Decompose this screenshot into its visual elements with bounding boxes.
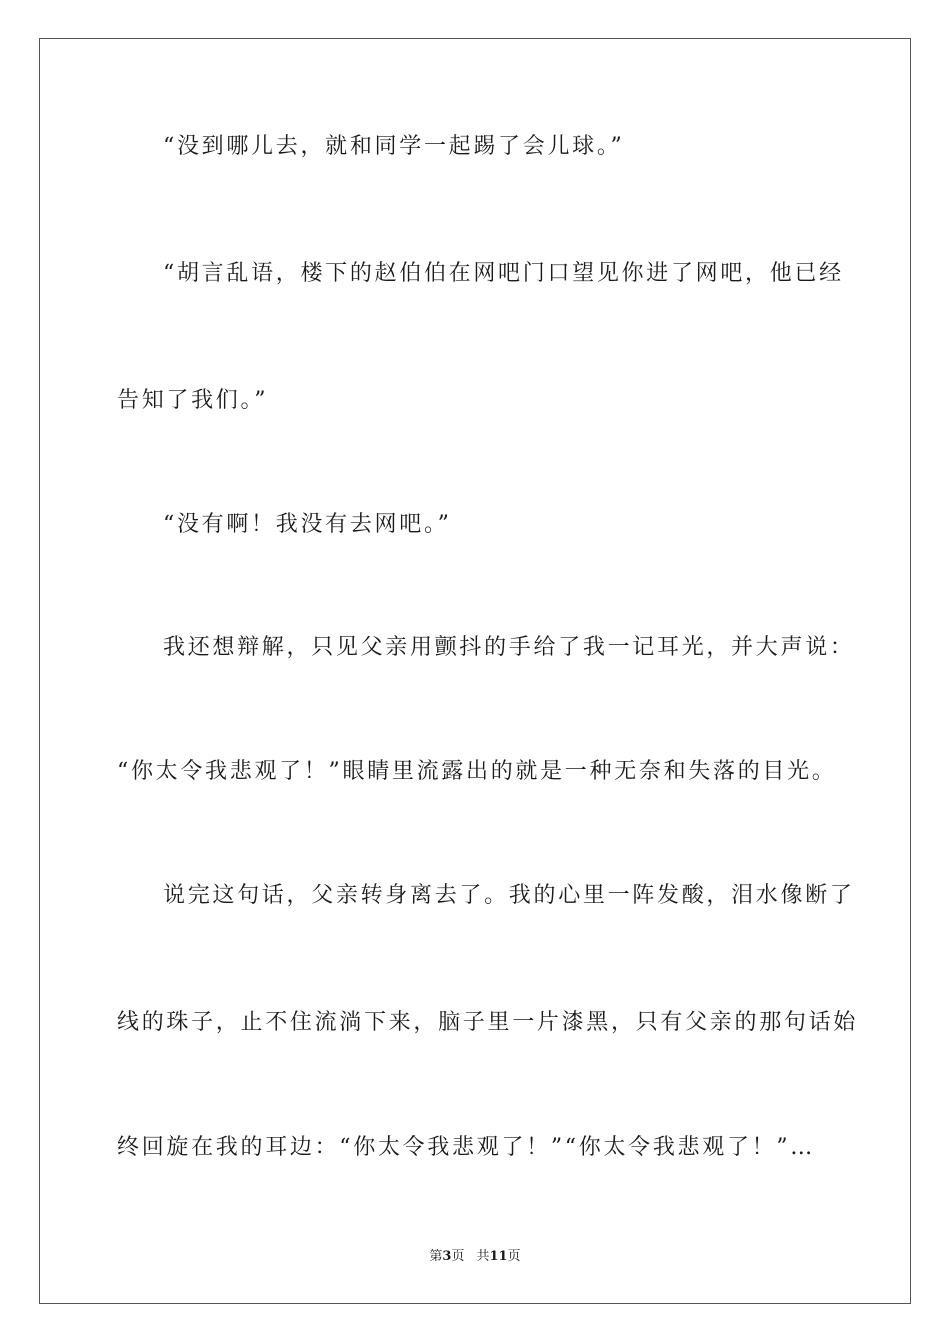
paragraph-line-4: “没有啊！我没有去网吧。” (163, 512, 452, 537)
footer-total-prefix: 共 (476, 1249, 490, 1264)
paragraph-line-1: “没到哪儿去，就和同学一起踢了会儿球。” (163, 134, 625, 159)
footer-page-number: 3 (442, 1249, 452, 1264)
footer-total-pages: 11 (489, 1249, 508, 1264)
paragraph-line-5: 我还想辩解，只见父亲用颤抖的手给了我一记耳光，并大声说： (163, 635, 855, 660)
footer-total-suffix: 页 (507, 1249, 521, 1264)
paragraph-line-6: “你太令我悲观了！”眼睛里流露出的就是一种无奈和失落的目光。 (117, 759, 837, 784)
page-footer (0, 1248, 950, 1266)
paragraph-line-2: “胡言乱语，楼下的赵伯伯在网吧门口望见你进了网吧，他已经 (163, 261, 844, 286)
footer-page-prefix: 第 (429, 1249, 443, 1264)
paragraph-line-9: 终回旋在我的耳边：“你太令我悲观了！”“你太令我悲观了！”… (117, 1135, 815, 1160)
footer-page-suffix: 页 (451, 1249, 465, 1264)
paragraph-line-8: 线的珠子，止不住流淌下来，脑子里一片漆黑，只有父亲的那句话始 (117, 1010, 859, 1035)
paragraph-line-3: 告知了我们。” (117, 388, 269, 413)
paragraph-line-7: 说完这句话，父亲转身离去了。我的心里一阵发酸，泪水像断了 (163, 883, 855, 908)
page-border (39, 38, 911, 1304)
